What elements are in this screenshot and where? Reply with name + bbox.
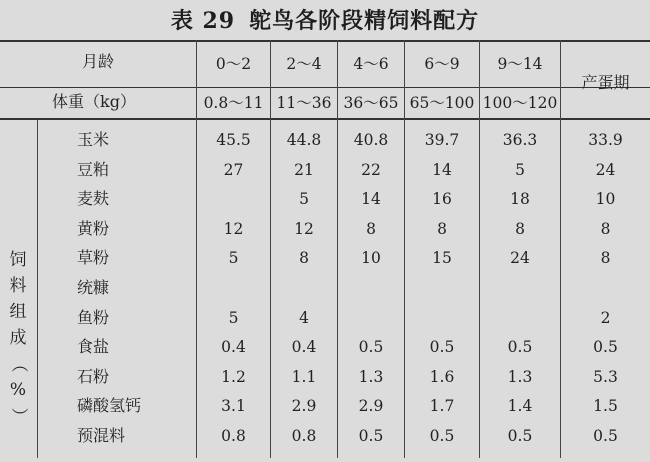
feed-ingredient-name: 食盐	[77, 337, 110, 356]
feed-composition-label	[0, 247, 36, 429]
age-range-cell: 4～6	[353, 55, 389, 73]
feed-ingredient-name: 鱼粉	[77, 308, 110, 327]
feed-percent-cell: 2.9	[291, 397, 317, 415]
feed-percent-cell: 0.5	[593, 338, 618, 356]
group-divider	[37, 120, 38, 458]
feed-percent-cell: 39.7	[424, 131, 460, 149]
table-title-text: 鸵鸟各阶段精饲料配方	[249, 8, 480, 34]
feed-percent-cell: 5.3	[593, 368, 618, 386]
feed-percent-cell: 0.4	[221, 338, 246, 356]
feed-percent-cell: 0.5	[429, 427, 455, 445]
group-label-char: 成	[9, 328, 27, 348]
group-label-char: （	[8, 355, 28, 373]
feed-percent-cell: 12	[294, 220, 314, 238]
feed-percent-cell: 3.1	[221, 397, 246, 415]
body-weight-label: 体重（kg）	[52, 92, 136, 111]
weight-range-cell: 65～100	[409, 94, 475, 112]
table-title	[0, 4, 650, 35]
feed-ingredient-name: 麦麸	[77, 189, 110, 208]
feed-percent-cell: 1.1	[291, 368, 317, 386]
feed-ingredient-name: 预混料	[77, 426, 126, 445]
header-rule	[0, 87, 650, 88]
feed-percent-cell: 1.3	[358, 368, 384, 386]
feed-ingredient-name: 豆粕	[77, 160, 110, 179]
feed-percent-cell: 33.9	[588, 131, 623, 149]
feed-percent-cell: 1.5	[593, 397, 618, 415]
age-range-cell: 2～4	[286, 55, 322, 73]
feed-percent-cell: 8	[515, 220, 525, 238]
feed-percent-cell: 2	[600, 309, 611, 327]
header-bottom-rule	[0, 118, 650, 120]
feed-percent-cell: 0.5	[358, 338, 384, 356]
feed-ingredient-name: 草粉	[77, 248, 110, 267]
weight-range-cell: 100～120	[482, 94, 558, 112]
feed-ingredient-name: 磷酸氢钙	[77, 396, 142, 415]
feed-percent-cell: 0.5	[593, 427, 618, 445]
feed-percent-cell: 14	[361, 190, 381, 208]
feed-percent-cell: 22	[361, 161, 381, 179]
table-top-rule	[0, 40, 650, 42]
feed-percent-cell: 16	[432, 190, 452, 208]
feed-percent-cell: 27	[223, 161, 244, 179]
feed-percent-cell: 18	[510, 190, 530, 208]
feed-percent-cell: 40.8	[353, 131, 389, 149]
feed-percent-cell: 8	[600, 249, 611, 267]
weight-range-cell: 0.8～11	[203, 94, 264, 112]
feed-percent-cell: 0.8	[221, 427, 246, 445]
feed-ingredient-name: 统糠	[77, 278, 110, 297]
feed-percent-cell: 8	[600, 220, 611, 238]
feed-percent-cell: 10	[595, 190, 616, 208]
feed-ingredient-name: 黄粉	[77, 219, 110, 238]
feed-percent-cell: 0.5	[507, 427, 533, 445]
feed-percent-cell: 1.6	[429, 368, 455, 386]
age-range-cell: 6～9	[424, 55, 460, 73]
feed-percent-cell: 0.4	[291, 338, 317, 356]
feed-percent-cell: 15	[432, 249, 452, 267]
feed-percent-cell: 1.2	[221, 368, 246, 386]
feed-percent-cell: 1.4	[507, 397, 533, 415]
feed-ingredient-name: 玉米	[77, 130, 110, 149]
feed-percent-cell: 0.8	[291, 427, 317, 445]
feed-percent-cell: 1.7	[429, 397, 455, 415]
feed-percent-cell: 24	[595, 161, 616, 179]
feed-percent-cell: 1.3	[507, 368, 533, 386]
feed-ingredient-name: 石粉	[77, 367, 110, 386]
feed-percent-cell: 8	[299, 249, 309, 267]
feed-percent-cell: 8	[437, 220, 447, 238]
laying-period-label: 产蛋期	[581, 73, 630, 92]
month-age-label: 月龄	[82, 52, 115, 71]
feed-percent-cell: 44.8	[286, 131, 322, 149]
feed-percent-cell: 5	[228, 249, 239, 267]
feed-percent-cell: 0.5	[507, 338, 533, 356]
age-range-cell: 0～2	[215, 55, 252, 73]
feed-percent-cell: 24	[510, 249, 530, 267]
feed-percent-cell: 5	[515, 161, 525, 179]
feed-formula-table	[0, 40, 650, 458]
feed-percent-cell: 0.5	[429, 338, 455, 356]
feed-percent-cell: 5	[299, 190, 309, 208]
feed-percent-cell: 2.9	[358, 397, 384, 415]
group-label-char: ）	[8, 407, 28, 425]
weight-range-cell: 11～36	[276, 94, 332, 112]
group-label-char: %	[9, 380, 27, 400]
feed-percent-cell: 8	[366, 220, 376, 238]
feed-percent-cell: 0.5	[358, 427, 384, 445]
feed-percent-cell: 12	[223, 220, 244, 238]
feed-percent-cell: 21	[294, 161, 314, 179]
group-label-char: 饲	[9, 250, 27, 270]
weight-range-cell: 36～65	[343, 94, 399, 112]
feed-percent-cell: 36.3	[502, 131, 538, 149]
table-number: 表 29	[170, 8, 236, 34]
feed-percent-cell: 4	[299, 309, 309, 327]
feed-percent-cell: 5	[228, 309, 239, 327]
feed-percent-cell: 14	[432, 161, 452, 179]
group-label-char: 组	[9, 302, 27, 322]
group-label-char: 料	[9, 276, 27, 296]
age-range-cell: 9～14	[497, 55, 543, 73]
feed-percent-cell: 10	[361, 249, 381, 267]
feed-percent-cell: 45.5	[216, 131, 251, 149]
